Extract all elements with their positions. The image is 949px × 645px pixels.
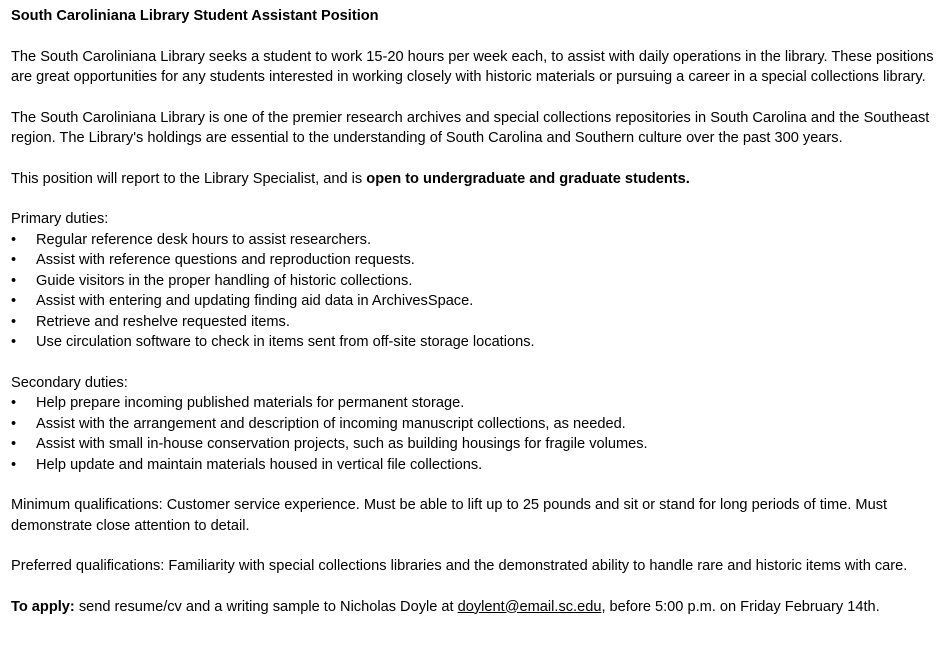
list-item (11, 414, 945, 435)
minimum-qualifications: Minimum qualifications: Customer service experience. Must be able to lift up to 25 pounds and sit or stand for long periods of time. Must demonstrate close attention to detail. (11, 497, 888, 534)
list-item-text: Assist with entering and updating finding aid data in ArchivesSpace. (36, 293, 474, 309)
list-item (11, 393, 945, 414)
bullet-icon: • (11, 436, 17, 452)
list-item-text: Retrieve and reshelve requested items. (36, 313, 290, 330)
bullet-icon: • (11, 313, 17, 330)
bullet-icon: • (11, 293, 17, 309)
bullet-icon: • (11, 252, 17, 268)
list-item-text: Assist with reference questions and reproduction requests. (36, 252, 415, 268)
list-item-text: Regular reference desk hours to assist researchers. (36, 231, 372, 248)
list-item (11, 230, 945, 251)
list-item (11, 332, 945, 353)
list-item-text: Assist with the arrangement and description of incoming manuscript collections, as needed. (36, 415, 626, 432)
reporting-paragraph (11, 169, 945, 190)
reporting-eligibility: open to undergraduate and graduate students. (366, 170, 690, 187)
email-link[interactable]: doylent@email.sc.edu (457, 598, 602, 615)
apply-paragraph (11, 597, 945, 618)
list-item (11, 271, 945, 292)
list-item (11, 434, 945, 455)
apply-text-after: , before 5:00 p.m. on Friday February 14th. (601, 598, 880, 615)
intro-paragraph: The South Caroliniana Library seeks a student to work 15-20 hours per week each, to assist with daily operations in the library. These positions are great opportunities for any students interested in working closely with historic materials or pursuing a career in a special collections library. (11, 48, 934, 85)
about-paragraph: The South Caroliniana Library is one of the premier research archives and special collections repositories in South Carolina and the Southeast region. The Library's holdings are essential to the understanding of South Carolina and Southern culture over the past 300 years. (11, 109, 930, 146)
list-item-text: Use circulation software to check in items sent from off-site storage locations. (36, 334, 535, 350)
list-item (11, 250, 945, 271)
secondary-duties-label: Secondary duties: (11, 374, 128, 391)
secondary-duties-list (11, 393, 945, 475)
primary-duties-list (11, 230, 945, 353)
bullet-icon: • (11, 231, 17, 248)
reporting-text: This position will report to the Library Specialist, and is (11, 170, 367, 187)
list-item-text: Guide visitors in the proper handling of historic collections. (36, 272, 413, 289)
bullet-icon: • (11, 334, 17, 350)
bullet-icon: • (11, 272, 17, 289)
bullet-icon: • (11, 456, 17, 473)
list-item-text: Help prepare incoming published materials for permanent storage. (36, 395, 465, 411)
list-item-text: Assist with small in-house conservation projects, such as building housings for fragile volumes. (36, 436, 648, 452)
bullet-icon: • (11, 395, 17, 411)
primary-duties-label: Primary duties: (11, 211, 109, 227)
document-title: South Caroliniana Library Student Assistant Position (11, 8, 379, 24)
preferred-qualifications: Preferred qualifications: Familiarity with special collections libraries and the demonstrated ability to handle rare and historic items with care. (11, 558, 908, 574)
apply-label: To apply: (11, 598, 75, 615)
list-item-text: Help update and maintain materials housed in vertical file collections. (36, 456, 483, 473)
apply-text-before: send resume/cv and a writing sample to Nicholas Doyle at (74, 598, 458, 615)
list-item (11, 455, 945, 476)
list-item (11, 291, 945, 312)
list-item (11, 312, 945, 333)
bullet-icon: • (11, 415, 17, 432)
